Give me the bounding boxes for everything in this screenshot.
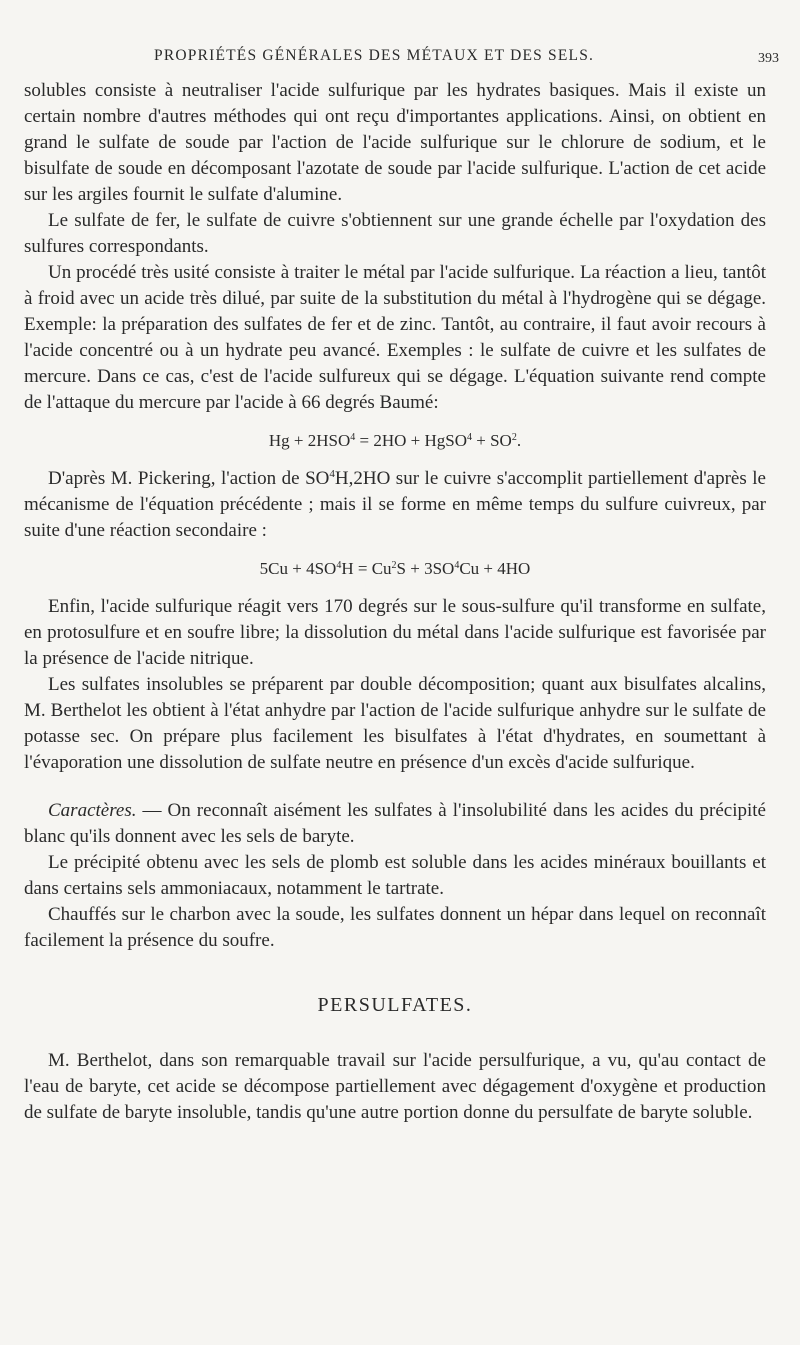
caracteres-label: Caractères. (48, 800, 137, 821)
running-head (0, 47, 800, 69)
paragraph-sulfates-insolubles: Les sulfates insolubles se préparent par double décomposition; quant aux bisulfates alcalins, M. Berthelot les obtient à l'état anhydre par l'action de l'acide sulfurique anhydre sur le sulfate de potasse sec. On prépare plus facilement les bisulfates à l'état d'hydrates, en soumettant à l'évaporation une dissolution de sulfate neutre en présence d'un excès d'acide sulfurique. (24, 674, 766, 773)
paragraph-sous-sulfure: Enfin, l'acide sulfurique réagit vers 170 degrés sur le sous-sulfure qu'il transforme en sulfate, en protosulfure et en soufre libre; la dissolution du métal dans l'acide sulfurique est favorisée par la présence de l'acide nitrique. (24, 596, 766, 669)
equation-cuivre: $5Cu + 4SO^4H = Cu^2S + 3SO^4Cu + 4HO$ (259, 559, 531, 578)
section-heading: PERSULFATES. (317, 994, 473, 1016)
paragraph-precipite-plomb: Le précipité obtenu avec les sels de plomb est soluble dans les acides minéraux bouillants et dans certains sels ammoniacaux, notamment le tartrate. (24, 852, 766, 899)
paragraph-hepar: Chauffés sur le charbon avec la soude, les sulfates donnent un hépar dans lequel on reconnaît facilement la présence du soufre. (24, 904, 766, 951)
running-title: PROPRIÉTÉS GÉNÉRALES DES MÉTAUX ET DES SELS. (154, 47, 595, 64)
paragraph-persulfates: M. Berthelot, dans son remarquable travail sur l'acide persulfurique, a vu, qu'au contact de l'eau de baryte, cet acide se décompose partiellement avec dégagement d'oxygène et production de sulfate de baryte insoluble, tandis qu'une autre portion donne du persulfate de baryte soluble. (24, 1050, 766, 1123)
paragraph-pickering: D'après M. Pickering, l'action de $SO^4H,2HO$ sur le cuivre s'accomplit partiellement d'après le mécanisme de l'équation précédente ; mais il se forme en même temps du sulfure cuivreux, par suite d'une réaction secondaire : (24, 468, 766, 541)
paragraph-procede-usite: Un procédé très usité consiste à traiter le métal par l'acide sulfurique. La réaction a lieu, tantôt à froid avec un acide très dilué, par suite de la substitution du métal à l'hydrogène qui se dégage. Exemple: la préparation des sulfates de fer et de zinc. Tantôt, au contraire, il faut avoir recours à l'acide concentré ou à un hydrate peu avancé. Exemples : le sulfate de cuivre et les sulfates de mercure. Dans ce cas, c'est de l'acide sulfureux qui se dégage. L'équation suivante rend compte de l'attaque du mercure par l'acide à 66 degrés Baumé: (24, 262, 766, 413)
body-text (24, 78, 766, 1126)
equation-mercure: $Hg + 2HSO^4 = 2HO$ + HgSO$^4$ + $SO^2$. (268, 431, 522, 450)
page-number: 393 (758, 51, 779, 66)
paragraph-caracteres: Caractères. — On reconnaît aisément les sulfates à l'insolubilité dans les acides du précipité blanc qu'ils donnent avec les sels de baryte. (24, 800, 766, 847)
paragraph-sulfates-fer-cuivre: Le sulfate de fer, le sulfate de cuivre s'obtiennent sur une grande échelle par l'oxydation des sulfures correspondants. (24, 210, 766, 257)
paragraph-continuation: solubles consiste à neutraliser l'acide sulfurique par les hydrates basiques. Mais il existe un certain nombre d'autres méthodes qui ont reçu d'importantes applications. Ainsi, on obtient en grand le sulfate de soude par l'action de l'acide sulfurique sur le chlorure de sodium, et le bisulfate de soude en décomposant l'azotate de soude par l'acide sulfurique. L'action de cet acide sur les argiles fournit le sulfate d'alumine. (24, 80, 766, 205)
